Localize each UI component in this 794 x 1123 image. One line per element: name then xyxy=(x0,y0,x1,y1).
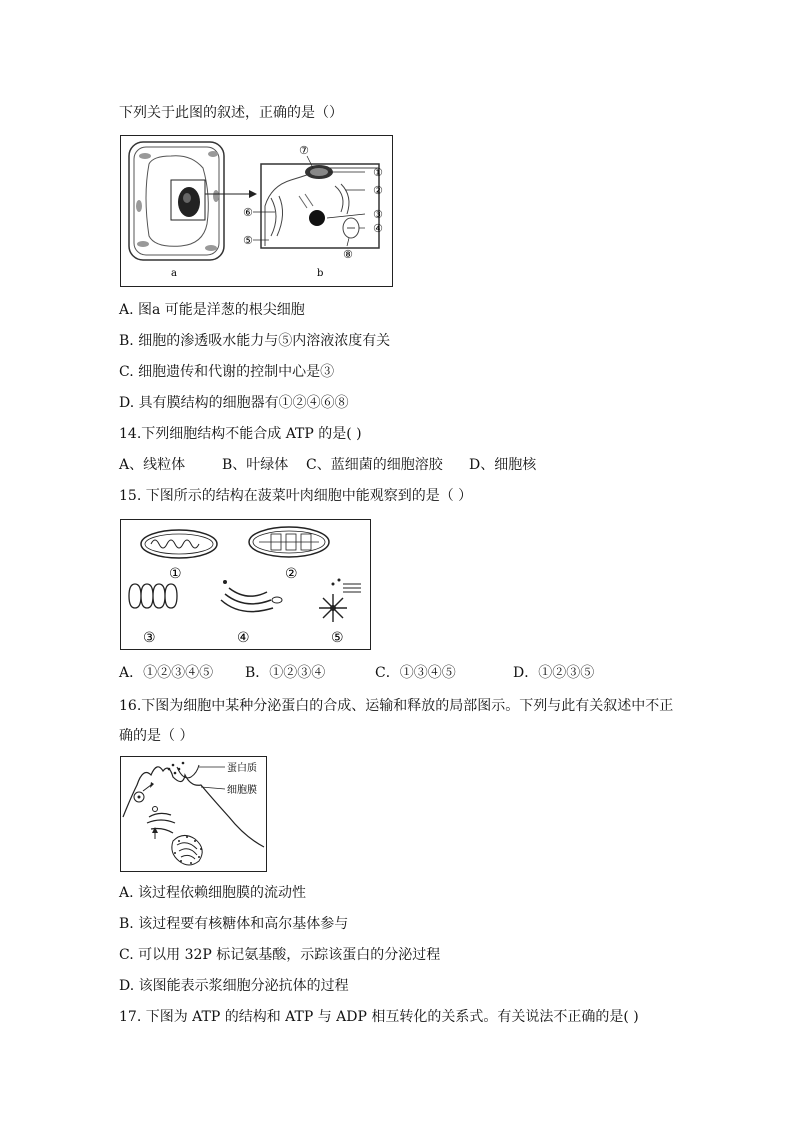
q16-option-d: D. 该图能表示浆细胞分泌抗体的过程 xyxy=(119,978,349,994)
q15-option-a: A．①②③④⑤ xyxy=(119,665,214,681)
q13-option-b: B. 细胞的渗透吸水能力与⑤内溶液浓度有关 xyxy=(119,333,391,349)
marker-8: ⑧ xyxy=(343,248,353,261)
q16-option-a: A. 该过程依赖细胞膜的流动性 xyxy=(119,885,307,901)
label-membrane: 细胞膜 xyxy=(227,785,257,796)
marker-2: ② xyxy=(373,184,383,197)
marker-6: ⑥ xyxy=(243,206,253,219)
marker-1: ① xyxy=(169,566,182,582)
label-b: b xyxy=(317,268,324,279)
label-protein: 蛋白质 xyxy=(227,763,257,774)
marker-4: ④ xyxy=(373,222,383,235)
marker-5: ⑤ xyxy=(331,630,344,646)
q13-option-d: D. 具有膜结构的细胞器有①②④⑥⑧ xyxy=(119,395,349,411)
marker-2: ② xyxy=(285,566,298,582)
q16-figure xyxy=(120,756,267,872)
marker-5: ⑤ xyxy=(243,234,253,247)
q15-option-b: B．①②③④ xyxy=(245,665,326,681)
q16-option-c: C. 可以用 32P 标记氨基酸，示踪该蛋白的分泌过程 xyxy=(119,947,441,963)
q16-stem-line1: 16.下图为细胞中某种分泌蛋白的合成、运输和释放的局部图示。下列与此有关叙述中不正 xyxy=(119,698,674,714)
q14-stem: 14.下列细胞结构不能合成 ATP 的是( ) xyxy=(119,426,362,442)
q13-stem: 下列关于此图的叙述，正确的是（） xyxy=(119,105,343,121)
q15-options xyxy=(119,664,594,682)
q13-option-a: A. 图a 可能是洋葱的根尖细胞 xyxy=(119,302,305,318)
q14-option-c: C、蓝细菌的细胞溶胶 xyxy=(306,457,443,473)
q15-option-d: D．①②③⑤ xyxy=(513,665,595,681)
marker-1: ① xyxy=(373,166,383,179)
cell-diagram xyxy=(121,136,392,286)
q17-stem: 17. 下图为 ATP 的结构和 ATP 与 ADP 相互转化的关系式。有关说法不正确的是( ) xyxy=(119,1009,639,1025)
q15-figure xyxy=(120,519,371,650)
q13-figure xyxy=(120,135,393,287)
q16-option-b: B. 该过程要有核糖体和高尔基体参与 xyxy=(119,916,349,932)
marker-7: ⑦ xyxy=(299,144,309,157)
q14-option-d: D、细胞核 xyxy=(469,457,537,473)
marker-4: ④ xyxy=(237,630,250,646)
label-a: a xyxy=(171,268,177,279)
q13-option-c: C. 细胞遗传和代谢的控制中心是③ xyxy=(119,364,335,380)
marker-3: ③ xyxy=(373,208,383,221)
q14-options xyxy=(119,456,536,474)
q14-option-a: A、线粒体 xyxy=(119,457,186,473)
q14-option-b: B、叶绿体 xyxy=(222,457,289,473)
q16-stem-line2: 确的是（ ） xyxy=(119,728,194,744)
secretion-diagram xyxy=(121,757,266,871)
q15-option-c: C．①③④⑤ xyxy=(375,665,456,681)
q15-stem: 15. 下图所示的结构在菠菜叶肉细胞中能观察到的是（ ） xyxy=(119,488,473,504)
organelles-diagram xyxy=(121,520,370,649)
marker-3: ③ xyxy=(143,630,156,646)
